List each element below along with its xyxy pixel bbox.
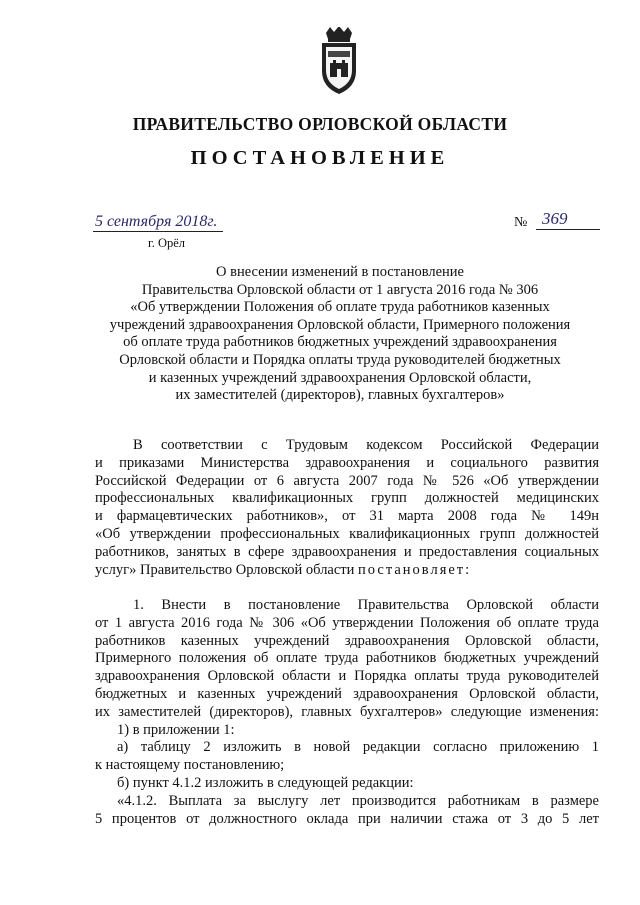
subject-line: О внесении изменений в постановление xyxy=(216,264,464,280)
text-line: и приказами Министерства здравоохранения и социального развития xyxy=(95,454,599,471)
text-line: «Об утверждении профессиональных квалификационных групп должностей xyxy=(95,525,599,542)
document-number: 369 xyxy=(536,209,600,230)
text-line: бюджетных и казенных учреждений здравоохранения Орловской области, xyxy=(95,685,599,702)
text-fragment: услуг» Правительство Орловской области xyxy=(95,561,359,578)
text-line: здравоохранения Орловской области и Порядка оплаты труда руководителей xyxy=(95,668,599,685)
subject-line: и казенных учреждений здравоохранения Орловской области, xyxy=(148,369,532,386)
text-line: 1. Внести в постановление Правительства Орловской области xyxy=(133,597,599,613)
text-line: их заместителей (директоров), главных бухгалтеров» следующие изменения: xyxy=(95,703,599,720)
text-line: 5 процентов от должностного оклада при наличии стажа от 3 до 5 лет xyxy=(95,810,599,827)
text-line: «4.1.2. Выплата за выслугу лет производится работникам в размере xyxy=(117,792,599,809)
text-line: 1) в приложении 1: xyxy=(117,721,235,738)
text-line: а) таблицу 2 изложить в новой редакции согласно приложению 1 xyxy=(117,739,599,756)
resolution-word: постановляет: xyxy=(358,561,472,578)
subject-line: их заместителей (директоров), главных бухгалтеров» xyxy=(175,387,505,404)
coat-of-arms-icon xyxy=(316,27,362,95)
handwritten-date: 5 сентября 2018г. xyxy=(93,213,223,232)
text-line: работников казенных учреждений здравоохранения Орловской области, xyxy=(95,632,599,649)
subject-line: учреждений здравоохранения Орловской области, Примерного положения xyxy=(109,316,571,333)
subject-line: об оплате труда работников бюджетных учреждений здравоохранения xyxy=(123,334,557,351)
text-line: работников, занятых в сфере здравоохранения и предоставления социальных xyxy=(95,543,599,560)
preamble-paragraph xyxy=(95,437,599,579)
text-line: и фармацевтических работников», от 31 марта 2008 года № 149н xyxy=(95,508,599,525)
item-1-paragraph xyxy=(95,597,599,828)
text-line: профессиональных квалификационных групп должностей медицинских xyxy=(95,490,599,507)
text-line: от 1 августа 2016 года № 306 «Об утверждении Положения об оплате труда xyxy=(95,614,599,631)
text-line: б) пункт 4.1.2 изложить в следующей редакции: xyxy=(117,774,414,791)
text-line xyxy=(95,562,599,580)
city-label: г. Орёл xyxy=(148,236,186,250)
subject-line: Орловской области и Порядка оплаты труда руководителей бюджетных xyxy=(119,351,561,368)
text-line: к настоящему постановлению; xyxy=(95,757,285,774)
government-title: ПРАВИТЕЛЬСТВО ОРЛОВСКОЙ ОБЛАСТИ xyxy=(132,114,508,134)
text-line: Российской Федерации от 6 августа 2007 года № 526 «Об утверждении xyxy=(95,472,599,489)
subject-line: «Об утверждении Положения об оплате труда работников казенных xyxy=(130,299,550,316)
text-line: Примерного положения об оплате труда работников бюджетных учреждений xyxy=(95,650,599,667)
subject-line: Правительства Орловской области от 1 августа 2016 года № 306 xyxy=(141,281,539,298)
number-label: № xyxy=(514,215,528,230)
document-type: ПОСТАНОВЛЕНИЕ xyxy=(190,147,450,169)
text-line: В соответствии с Трудовым кодексом Российской Федерации xyxy=(133,437,599,453)
document-subject xyxy=(100,264,580,405)
